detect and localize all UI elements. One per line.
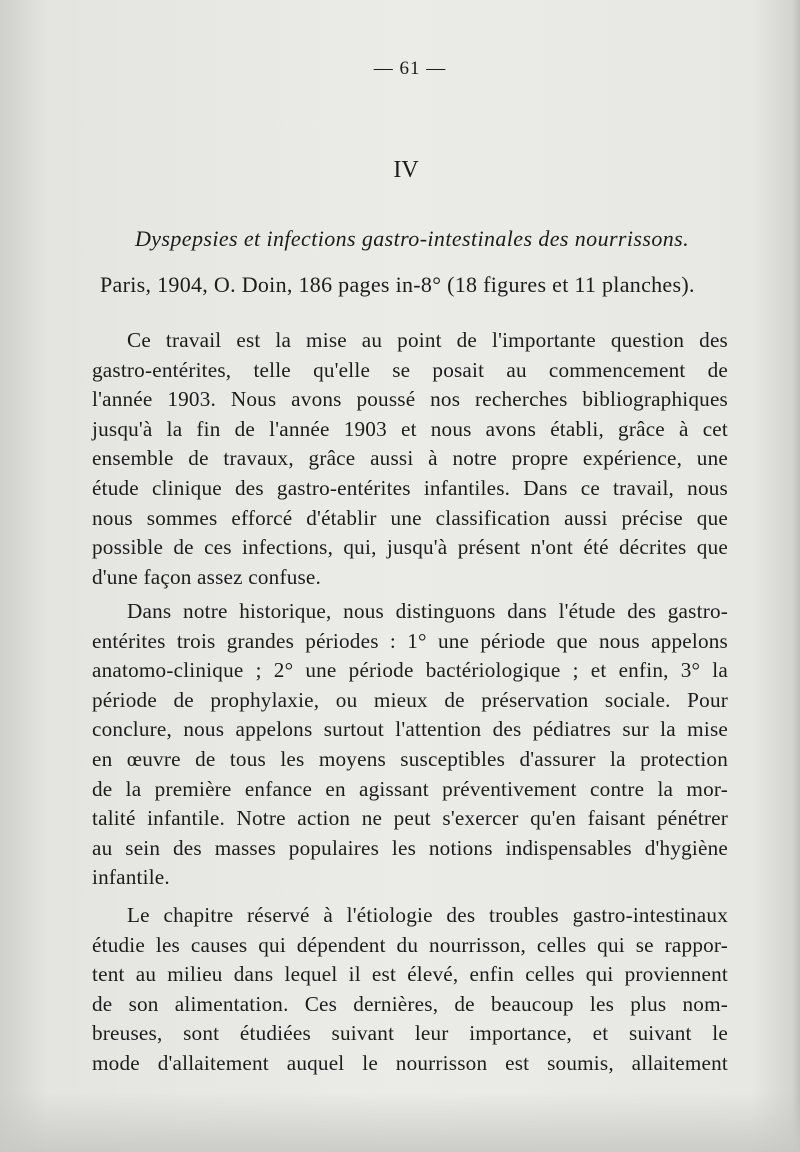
paragraph-line: breuses, sont étudiées suivant leur importance, et suivant le (92, 1021, 728, 1046)
paragraph-line: possible de ces infections, qui, jusqu'à présent n'ont été décrites que (92, 535, 728, 560)
paragraph-line: mode d'allaitement auquel le nourrisson est soumis, allaitement (92, 1050, 728, 1075)
paragraph-line: d'une façon assez confuse. (92, 564, 322, 589)
paragraph-line: en œuvre de tous les moyens susceptibles d'assurer la protection (92, 746, 728, 771)
page-edge-shadow (792, 0, 800, 1152)
paragraph-line: Ce travail est la mise au point de l'importante question des (127, 328, 728, 352)
paragraph-line: Dans notre historique, nous distinguons dans l'étude des gastro- (127, 599, 728, 623)
paragraph-line: talité infantile. Notre action ne peut s'exercer qu'en faisant pénétrer (92, 806, 728, 831)
paragraph-line: Le chapitre réservé à l'étiologie des troubles gastro-intestinaux (127, 903, 728, 927)
section-title: Dyspepsies et infections gastro-intestinales des nourrissons. (134, 226, 689, 251)
paragraph-line: infantile. (92, 865, 170, 890)
paragraph-line: étudie les causes qui dépendent du nourrisson, celles qui se rappor- (92, 932, 728, 957)
paragraph-line: tent au milieu dans lequel il est élevé, enfin celles qui proviennent (92, 962, 728, 987)
paragraph-line: jusqu'à la fin de l'année 1903 et nous avons établi, grâce à cet (92, 416, 728, 441)
paragraph-line: période de prophylaxie, ou mieux de préservation sociale. Pour (92, 687, 728, 712)
paragraph-line: entérites trois grandes périodes : 1° une période que nous appelons (92, 628, 728, 653)
paragraph-line: gastro-entérites, telle qu'elle se posait au commencement de (92, 357, 728, 382)
paragraph-line: étude clinique des gastro-entérites infantiles. Dans ce travail, nous (92, 475, 728, 500)
paragraph-line: de son alimentation. Ces dernières, de beaucoup les plus nom- (92, 991, 728, 1016)
paragraph-line: conclure, nous appelons surtout l'attention des pédiatres sur la mise (92, 717, 728, 742)
paragraph-3 (92, 901, 728, 1079)
page-number: — 61 — (373, 58, 447, 79)
paragraph-line: ensemble de travaux, grâce aussi à notre propre expérience, une (92, 446, 728, 471)
paragraph-2 (92, 597, 728, 893)
section-numeral: IV (393, 157, 419, 183)
paragraph-line: nous sommes efforcé d'établir une classification aussi précise que (92, 505, 728, 530)
paragraph-line: au sein des masses populaires les notions indispensables d'hygiène (92, 835, 728, 860)
publication-citation: Paris, 1904, O. Doin, 186 pages in-8° (18 figures et 11 planches). (100, 272, 695, 297)
paragraph-line: l'année 1903. Nous avons poussé nos recherches bibliographiques (92, 387, 728, 412)
paragraph-line: anatomo-clinique ; 2° une période bactériologique ; et enfin, 3° la (92, 658, 728, 683)
paragraph-line: de la première enfance en agissant préventivement contre la mor- (92, 776, 728, 801)
paragraph-1 (92, 326, 728, 592)
